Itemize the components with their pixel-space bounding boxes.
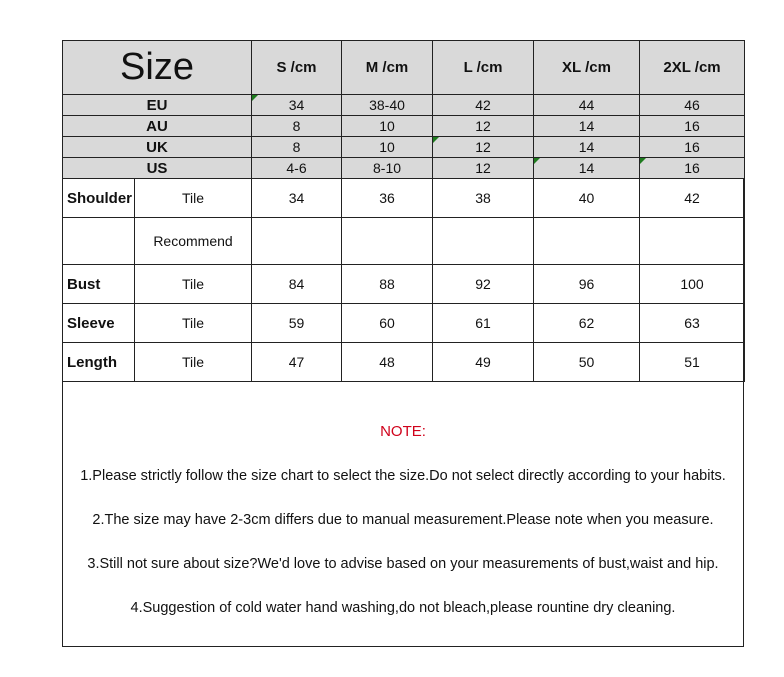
- table-cell: 61: [433, 304, 534, 343]
- measure-row-length: [63, 343, 745, 382]
- table-cell: 62: [534, 304, 640, 343]
- table-cell: 42: [640, 179, 745, 218]
- table-cell: 16: [640, 137, 745, 158]
- table-cell: 12: [433, 137, 534, 158]
- table-cell: 84: [252, 265, 342, 304]
- size-chart: [62, 40, 744, 647]
- measure-type: Tile: [135, 304, 252, 343]
- table-cell: 36: [342, 179, 433, 218]
- table-cell: 51: [640, 343, 745, 382]
- notes-section: [63, 391, 743, 647]
- table-cell: 38-40: [342, 95, 433, 116]
- measure-name: Shoulder: [63, 179, 135, 218]
- table-cell: [433, 218, 534, 265]
- col-header-s: S /cm: [252, 41, 342, 95]
- table-cell: 34: [252, 179, 342, 218]
- header-row: [63, 41, 745, 95]
- table-cell: [640, 218, 745, 265]
- measure-type: Tile: [135, 265, 252, 304]
- measure-row-recommend: [63, 218, 745, 265]
- table-cell: 14: [534, 137, 640, 158]
- size-title: Size: [63, 41, 252, 95]
- table-cell: 100: [640, 265, 745, 304]
- table-cell: 10: [342, 137, 433, 158]
- col-header-2xl: 2XL /cm: [640, 41, 745, 95]
- table-cell: [63, 218, 135, 265]
- region-label: EU: [63, 95, 252, 116]
- table-cell: [252, 218, 342, 265]
- measure-type: Tile: [135, 343, 252, 382]
- measure-name: Sleeve: [63, 304, 135, 343]
- table-cell: 42: [433, 95, 534, 116]
- table-cell: 14: [534, 158, 640, 179]
- note-line-3: 3.Still not sure about size?We'd love to advise based on your measurements of bust,waist and hip.: [87, 556, 719, 572]
- table-cell: 8: [252, 137, 342, 158]
- table-cell: 38: [433, 179, 534, 218]
- table-cell: 50: [534, 343, 640, 382]
- table-cell: 12: [433, 116, 534, 137]
- table-cell: 8: [252, 116, 342, 137]
- measure-name: Bust: [63, 265, 135, 304]
- table-cell: 8-10: [342, 158, 433, 179]
- region-row-au: [63, 116, 745, 137]
- region-row-us: [63, 158, 745, 179]
- region-row-eu: [63, 95, 745, 116]
- measure-type: Tile: [135, 179, 252, 218]
- table-cell: 48: [342, 343, 433, 382]
- table-cell: [342, 218, 433, 265]
- table-cell: 16: [640, 116, 745, 137]
- region-label: UK: [63, 137, 252, 158]
- table-cell: 47: [252, 343, 342, 382]
- table-cell: 49: [433, 343, 534, 382]
- table-cell: 10: [342, 116, 433, 137]
- table-cell: 96: [534, 265, 640, 304]
- measure-type: Recommend: [135, 218, 252, 265]
- col-header-xl: XL /cm: [534, 41, 640, 95]
- table-cell: 92: [433, 265, 534, 304]
- col-header-m: M /cm: [342, 41, 433, 95]
- table-cell: 46: [640, 95, 745, 116]
- table-cell: 12: [433, 158, 534, 179]
- measure-row-sleeve: [63, 304, 745, 343]
- measure-row-shoulder: [63, 179, 745, 218]
- measure-row-bust: [63, 265, 745, 304]
- measure-name: Length: [63, 343, 135, 382]
- note-title: NOTE:: [380, 423, 426, 440]
- table-cell: 44: [534, 95, 640, 116]
- region-label: AU: [63, 116, 252, 137]
- table-cell: 34: [252, 95, 342, 116]
- table-cell: 59: [252, 304, 342, 343]
- table-cell: 16: [640, 158, 745, 179]
- note-line-2: 2.The size may have 2-3cm differs due to manual measurement.Please note when you measure.: [92, 512, 714, 528]
- table-cell: 4-6: [252, 158, 342, 179]
- note-line-4: 4.Suggestion of cold water hand washing,do not bleach,please rountine dry cleaning.: [130, 600, 676, 616]
- table-cell: 63: [640, 304, 745, 343]
- table-cell: 60: [342, 304, 433, 343]
- region-row-uk: [63, 137, 745, 158]
- col-header-l: L /cm: [433, 41, 534, 95]
- table-cell: 14: [534, 116, 640, 137]
- note-line-1: 1.Please strictly follow the size chart to select the size.Do not select directly according to your habits.: [80, 468, 726, 484]
- table-cell: [534, 218, 640, 265]
- table-cell: 40: [534, 179, 640, 218]
- table-cell: 88: [342, 265, 433, 304]
- size-table: [62, 40, 745, 382]
- region-label: US: [63, 158, 252, 179]
